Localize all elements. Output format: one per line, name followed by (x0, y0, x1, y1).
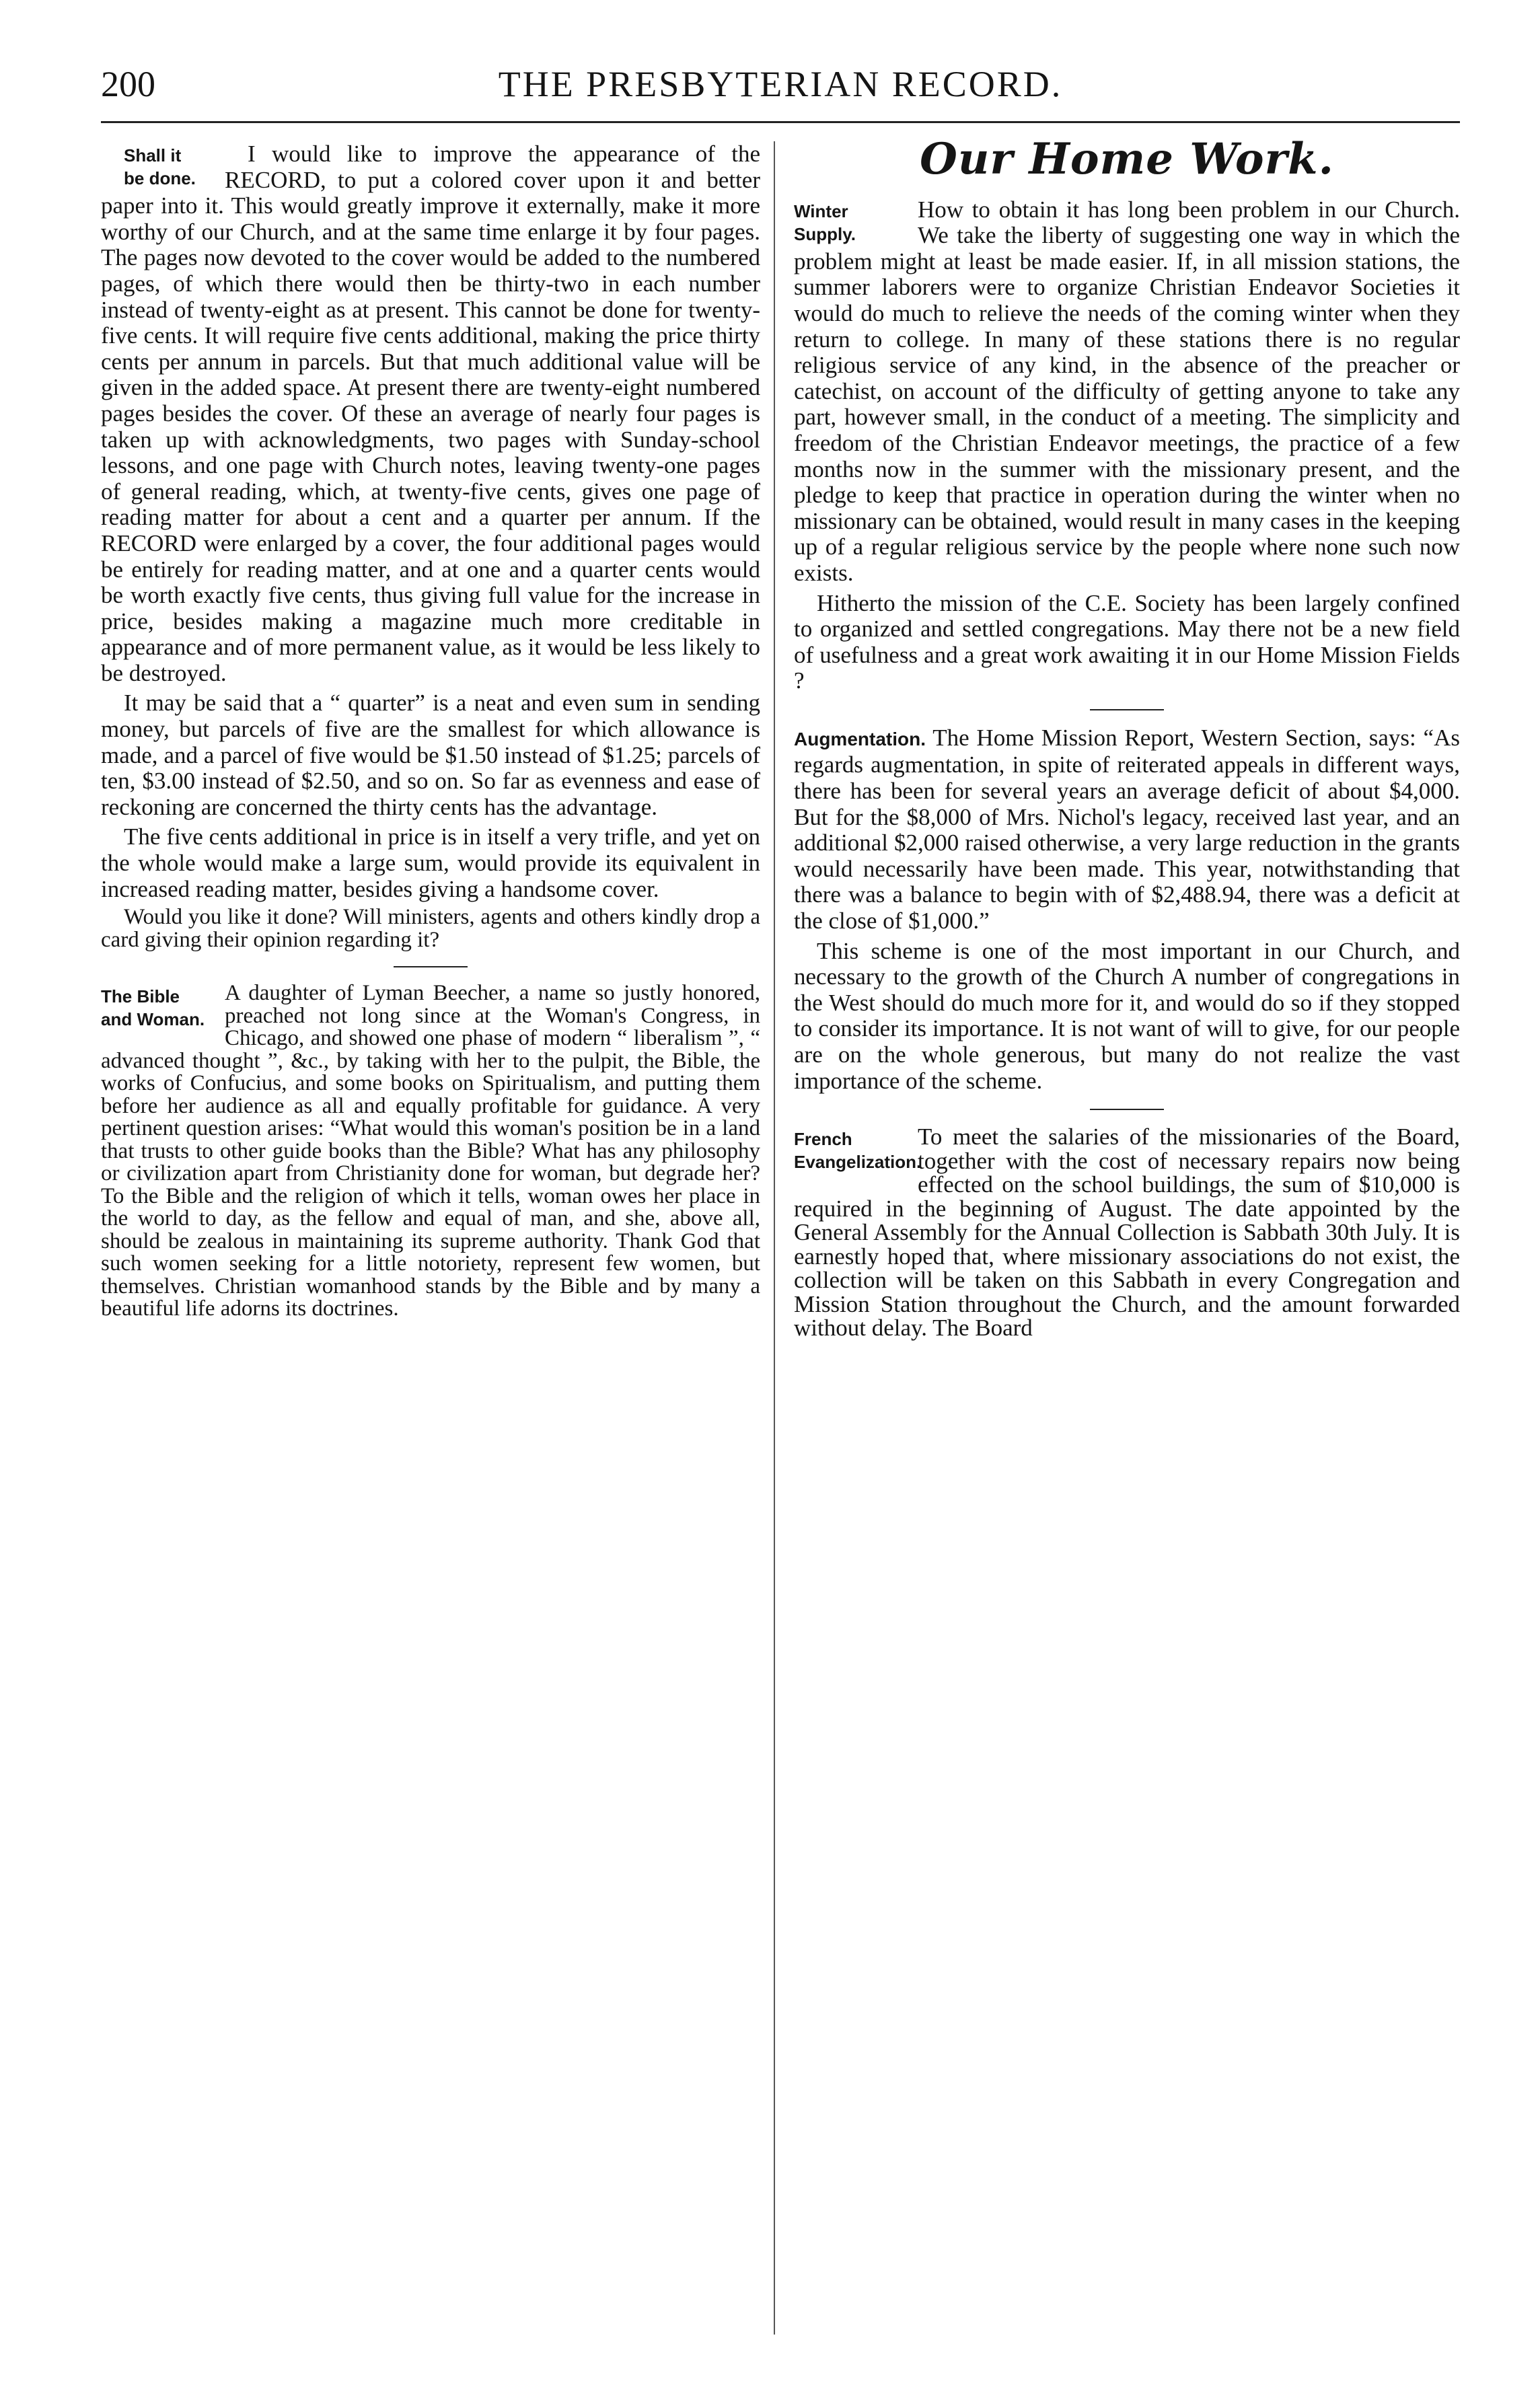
side-heading-winter (794, 200, 908, 246)
column-divider (774, 141, 775, 2335)
article-shall-it-be-done (101, 141, 760, 686)
paragraph: It may be said that a “ quarter” is a neat and even sum in sending money, but parcels of five are the smallest for which allowance is made, and a parcel of five would be $1.50 instead of $1.25; parcels of ten, $3.00 instead of $2.50, and so on. So far as evenness and ease of reckoning are concerned the thirty cents has the advantage. (101, 690, 760, 820)
side-heading-line: The Bible (101, 986, 180, 1007)
paragraph: Would you like it done? Will ministers, agents and others kindly drop a card giving their opinion regarding it? (101, 905, 760, 952)
paragraph-text: To meet the salaries of the missionaries of the Board, together with the cost of necessary repairs now being effected on the school buildings, the sum of $10,000 is required in the beginning of August. The date appointed by the General Assembly for the Annual Collection is Sabbath 30th July. It is earnestly hoped that, where missionary associations do not exist, the collection will be taken on this Sabbath in every Congregation and Mission Station throughout the Church, and the amount forwarded without delay. The Board (794, 1124, 1460, 1342)
side-heading-shall-it (101, 144, 215, 190)
paragraph: The five cents additional in price is in itself a very trifle, and yet on the whole would make a large sum, would provide its equivalent in increased reading matter, besides giving a handsome cover. (101, 823, 760, 902)
section-divider (1090, 1109, 1164, 1110)
side-heading-line: be done. (124, 168, 196, 188)
paragraph-text: I would like to improve the appearance of the RECORD, to put a colored cover upon it and better paper into it. This would greatly improve it externally, make it more worthy of our Church, and at the same time enlarge it by four pages. The pages now devoted to the cover would be added to the numbered pages, of which there would then be thirty-two in each number instead of twenty-eight as at present. This cannot be done for twenty-five cents. It will require five cents additional, making the price thirty cents per annum in parcels. But that much additional value will be given in the added space. At present there are twenty-eight numbered pages besides the cover. Of these an average of nearly four pages is taken up with acknowledgments, two pages with Sunday-school lessons, and one page with Church notes, leaving twenty-one pages of general reading, which, at twenty-five cents, gives one page of reading matter for about a cent and a quarter per annum. If the RECORD were enlarged by a cover, the four additional pages would be entirely for reading matter, and at one and a quarter cents would be worth exactly five cents, thus giving full value for the increase in price, besides making a magazine much more creditable in appearance and of more permanent value, as it would be less likely to be destroyed. (101, 141, 760, 686)
article-winter-supply (794, 197, 1460, 587)
article-augmentation (794, 725, 1460, 934)
side-heading-french (794, 1128, 922, 1173)
journal-title: THE PRESBYTERIAN RECORD. (498, 64, 1063, 104)
paragraph: Hitherto the mission of the C.E. Society has been largely confined to organized and settled congregations. May there not be a new field of usefulness and a great work awaiting it in our Home Mission Fields ? (794, 589, 1460, 694)
section-divider (394, 966, 468, 967)
side-heading-line: French (794, 1129, 852, 1150)
side-heading-line: Evangelization. (794, 1152, 922, 1173)
side-heading-line: Supply. (794, 223, 856, 244)
article-french-evangelization (794, 1125, 1460, 1340)
paragraph: This scheme is one of the most important in our Church, and necessary to the growth of the Church A number of congregations in the West should do much more for it, and would do so if they stopped to consider its importance. It is not want of will to give, for our people are on the whole generous, but many do not realize the vast importance of the scheme. (794, 937, 1460, 1094)
side-heading-line: Shall it (124, 145, 182, 166)
right-column (794, 134, 1460, 1344)
side-heading-line: Winter (794, 200, 848, 221)
section-divider (1090, 709, 1164, 710)
paragraph-text: A daughter of Lyman Beecher, a name so justly honored, preached not long since at the Woman's Congress, in Chicago, and showed one phase of modern “ liberalism ”, “ advanced thought ”, &c., by taking with her to the pulpit, the Bible, the works of Confucius, and some books on Spiritualism, and putting them before her audience as all and equally profitable for guidance. A very pertinent question arises: “What would this woman's position be in a land that trusts to other guide books than the Bible? What has any philosophy or civilization apart from Christianity done for woman, but degrade her? To the Bible and the religion of which it tells, woman owes her place in the world to day, as the fellow and equal of man, and she, above all, should be zealous in maintaining its supreme authority. Thank God that such women seeking for a little notoriety, represent few women, but themselves. Christian womanhood stands by the Bible and by many a beautiful life adorns its doctrines. (101, 981, 760, 1321)
page-header (101, 40, 1460, 123)
page-number: 200 (101, 64, 155, 104)
article-bible-and-woman (101, 982, 760, 1321)
section-title: Our Home Work. (920, 134, 1334, 184)
paragraph-text: The Home Mission Report, Western Section, says: “As regards augmentation, in spite of reiterated appeals in different ways, there has been for several years an average deficit of about $4,000. But for the $8,000 of Mrs. Nichol's legacy, received last year, and an additional $2,000 raised otherwise, a very large reduction in the grants would necessarily have been made. This year, notwithstanding that there was a balance to begin with of $2,488.94, there was a deficit at the close of $1,000.” (794, 724, 1460, 934)
side-heading-bible (101, 985, 215, 1031)
side-heading-line: and Woman. (101, 1009, 205, 1030)
inline-heading-augmentation: Augmentation. (794, 728, 926, 749)
left-column (101, 141, 760, 1325)
paragraph-text: How to obtain it has long been problem in our Church. We take the liberty of suggesting one way in which the problem might at least be made easier. If, in all mission stations, the summer laborers were to organize Christian Endeavor Societies it would do much to relieve the needs of the coming winter when they return to college. In many of these stations there is no regular religious service of any kind, in the absence of the preacher or catechist, on account of the difficulty of getting anyone to take any part, however small, in the conduct of a meeting. The simplicity and freedom of the Christian Endeavor meetings, the practice of a few months now in the summer with the missionary present, and the pledge to keep that practice in operation during the winter when no missionary can be obtained, would result in many cases in the keeping up of a regular religious service by the people where none such now exists. (794, 196, 1460, 586)
page (101, 40, 1460, 2355)
